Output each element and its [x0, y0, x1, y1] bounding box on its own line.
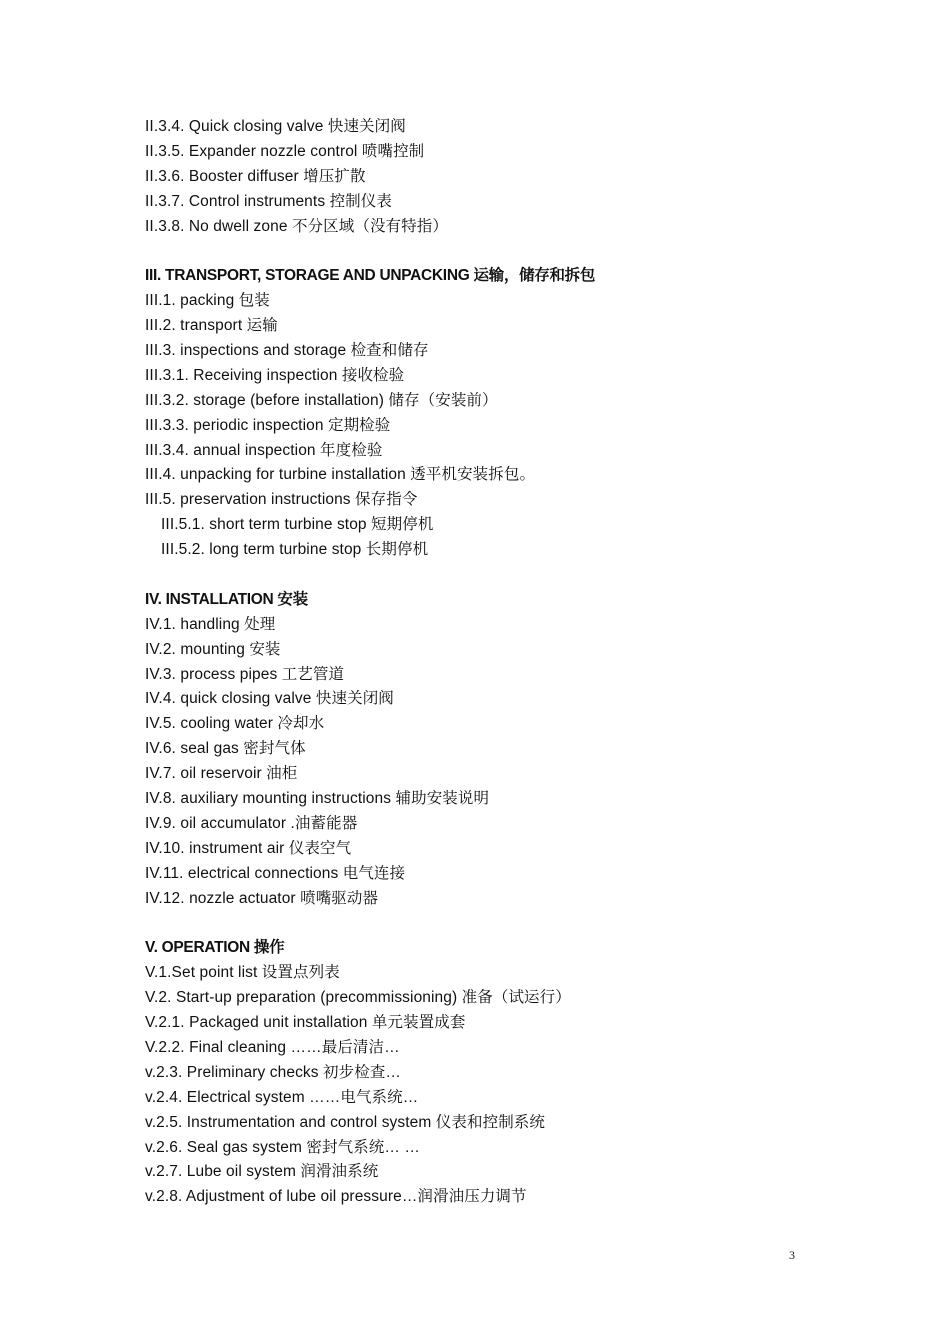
section-list: [145, 239, 845, 1210]
toc-section: [145, 936, 845, 1210]
toc-entry: IV.3. process pipes 工艺管道: [145, 665, 345, 683]
toc-entry: II.3.5. Expander nozzle control 喷嘴控制: [145, 142, 425, 160]
toc-entry: III.1. packing 包装: [145, 292, 270, 310]
toc-entry: IV.6. seal gas 密封气体: [145, 740, 306, 758]
toc-entry: II.3.6. Booster diffuser 增压扩散: [145, 167, 366, 185]
toc-entry: IV.10. instrument air 仪表空气: [145, 839, 352, 857]
toc-entry: v.2.5. Instrumentation and control system 仪表和控制系统: [145, 1113, 545, 1131]
toc-entry: V.2.2. Final cleaning ……最后清洁…: [145, 1038, 400, 1056]
toc-entry: IV.8. auxiliary mounting instructions 辅助安装说明: [145, 790, 490, 808]
section-spacer: [145, 563, 845, 588]
toc-entry: III.3.2. storage (before installation) 储存（安装前）: [145, 391, 498, 409]
top-item-list: [145, 115, 845, 239]
toc-entry: II.3.7. Control instruments 控制仪表: [145, 192, 392, 210]
toc-entry: III.5.1. short term turbine stop 短期停机: [161, 516, 434, 534]
toc-entry: v.2.3. Preliminary checks 初步检查…: [145, 1063, 402, 1081]
toc-entry: III.2. transport 运输: [145, 317, 278, 335]
toc-entry: v.2.4. Electrical system ……电气系统…: [145, 1088, 419, 1106]
toc-entry: IV.12. nozzle actuator 喷嘴驱动器: [145, 889, 379, 907]
section-heading: III. TRANSPORT, STORAGE AND UNPACKING 运输，储存和拆包: [145, 267, 596, 285]
section-heading: V. OPERATION 操作: [145, 939, 285, 957]
toc-entry: v.2.8. Adjustment of lube oil pressure…润滑油压力调节: [145, 1188, 527, 1206]
toc-entry: V.2.1. Packaged unit installation 单元装置成套: [145, 1014, 466, 1032]
toc-entry: v.2.7. Lube oil system 润滑油系统: [145, 1163, 379, 1181]
toc-entry: IV.9. oil accumulator .油蓄能器: [145, 814, 358, 832]
toc-entry: IV.4. quick closing valve 快速关闭阀: [145, 690, 394, 708]
toc-entry: V.1.Set point list 设置点列表: [145, 964, 340, 982]
toc-entry: IV.2. mounting 安装: [145, 640, 281, 658]
section-heading: IV. INSTALLATION 安装: [145, 590, 308, 608]
section-spacer: [145, 912, 845, 937]
toc-entry: II.3.4. Quick closing valve 快速关闭阀: [145, 118, 406, 135]
toc-entry: V.2. Start-up preparation (precommissioning) 准备（试运行）: [145, 989, 571, 1007]
toc-section: [145, 588, 845, 912]
toc-entry: v.2.6. Seal gas system 密封气系统… …: [145, 1138, 420, 1156]
toc-entry: III.5. preservation instructions 保存指令: [145, 491, 418, 509]
table-of-contents: [145, 115, 845, 1210]
toc-entry: III.3.1. Receiving inspection 接收检验: [145, 366, 405, 384]
section-spacer: [145, 239, 845, 264]
toc-entry: III.4. unpacking for turbine installation 透平机安装拆包。: [145, 466, 536, 484]
toc-entry: III.5.2. long term turbine stop 长期停机: [161, 541, 429, 559]
toc-entry: III.3.4. annual inspection 年度检验: [145, 441, 383, 459]
toc-entry: IV.1. handling 处理: [145, 615, 276, 633]
page-number: 3: [789, 1248, 795, 1262]
toc-entry: IV.7. oil reservoir 油柜: [145, 765, 298, 783]
toc-entry: IV.5. cooling water 冷却水: [145, 715, 325, 733]
toc-entry: IV.11. electrical connections 电气连接: [145, 864, 406, 882]
toc-entry: II.3.8. No dwell zone 不分区域（没有特指）: [145, 217, 448, 235]
toc-section: [145, 264, 845, 563]
toc-entry: III.3.3. periodic inspection 定期检验: [145, 416, 391, 434]
toc-entry: III.3. inspections and storage 检查和储存: [145, 342, 429, 360]
